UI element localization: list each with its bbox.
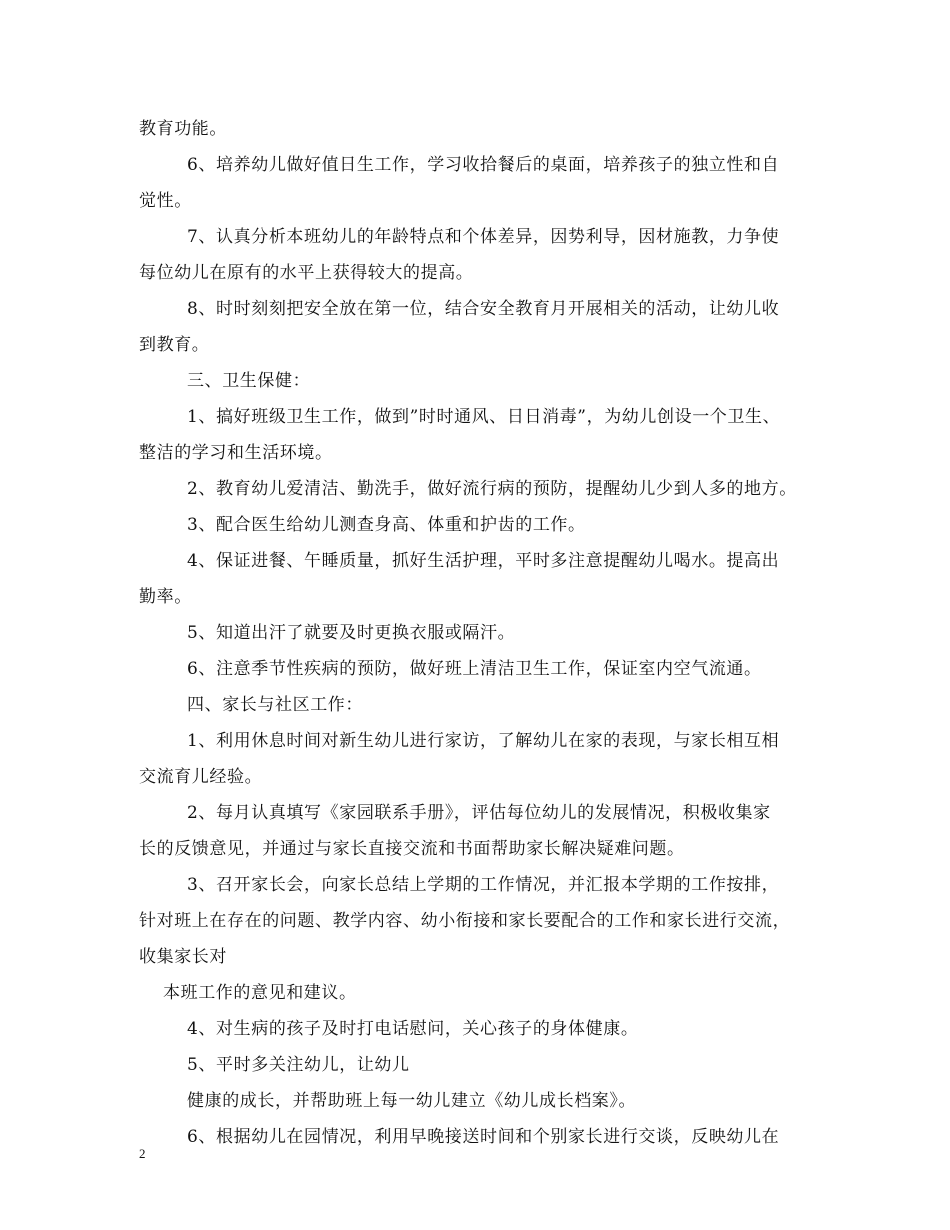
- text-line: 每位幼儿在原有的水平上获得较大的提高。: [139, 263, 474, 283]
- text-line: 本班工作的意见和建议。: [163, 983, 357, 1003]
- text-line: 健康的成长，并帮助班上每一幼儿建立《幼儿成长档案》。: [187, 1091, 637, 1111]
- text-line: 8、时时刻刻把安全放在第一位，结合安全教育月开展相关的活动，让幼儿收: [187, 299, 780, 319]
- text-line: 4、保证进餐、午睡质量，抓好生活护理，平时多注意提醒幼儿喝水。提高出: [187, 551, 780, 571]
- section-heading: 三、卫生保健：: [187, 371, 311, 391]
- text-line: 勤率。: [139, 587, 192, 607]
- text-line: 到教育。: [139, 335, 210, 355]
- text-line: 3、配合医生给幼儿测查身高、体重和护齿的工作。: [187, 515, 586, 535]
- text-line: 收集家长对: [139, 947, 227, 967]
- text-line: 2、教育幼儿爱清洁、勤洗手，做好流行病的预防，提醒幼儿少到人多的地方。: [187, 479, 797, 499]
- text-line: 3、召开家长会，向家长总结上学期的工作情况，并汇报本学期的工作按排，: [187, 875, 780, 895]
- text-line: 5、平时多关注幼儿，让幼儿: [187, 1055, 410, 1075]
- text-line: 整洁的学习和生活环境。: [139, 443, 333, 463]
- text-line: 教育功能。: [139, 119, 227, 139]
- text-line: 针对班上在存在的问题、教学内容、幼小衔接和家长要配合的工作和家长进行交流，: [139, 911, 791, 931]
- text-line: 5、知道出汗了就要及时更换衣服或隔汗。: [187, 623, 516, 643]
- text-line: 2、每月认真填写《家园联系手册》，评估每位幼儿的发展情况，积极收集家: [187, 803, 771, 823]
- text-line: 6、培养幼儿做好值日生工作，学习收拾餐后的桌面，培养孩子的独立性和自: [187, 155, 780, 175]
- text-line: 觉性。: [139, 191, 192, 211]
- text-line: 6、注意季节性疾病的预防，做好班上清洁卫生工作，保证室内空气流通。: [187, 659, 762, 679]
- text-line: 6、根据幼儿在园情况，利用早晚接送时间和个别家长进行交谈，反映幼儿在: [187, 1127, 780, 1147]
- text-line: 7、认真分析本班幼儿的年龄特点和个体差异，因势利导，因材施教，力争使: [187, 227, 780, 247]
- text-line: 1、利用休息时间对新生幼儿进行家访，了解幼儿在家的表现，与家长相互相: [187, 731, 780, 751]
- text-line: 长的反馈意见，并通过与家长直接交流和书面帮助家长解决疑难问题。: [139, 839, 685, 859]
- section-heading: 四、家长与社区工作：: [187, 695, 363, 715]
- text-line: 4、对生病的孩子及时打电话慰问，关心孩子的身体健康。: [187, 1019, 639, 1039]
- page-number: 2: [139, 1146, 146, 1161]
- text-line: 1、搞好班级卫生工作，做到”时时通风、日日消毒”，为幼儿创设一个卫生、: [187, 407, 781, 427]
- text-line: 交流育儿经验。: [139, 767, 263, 787]
